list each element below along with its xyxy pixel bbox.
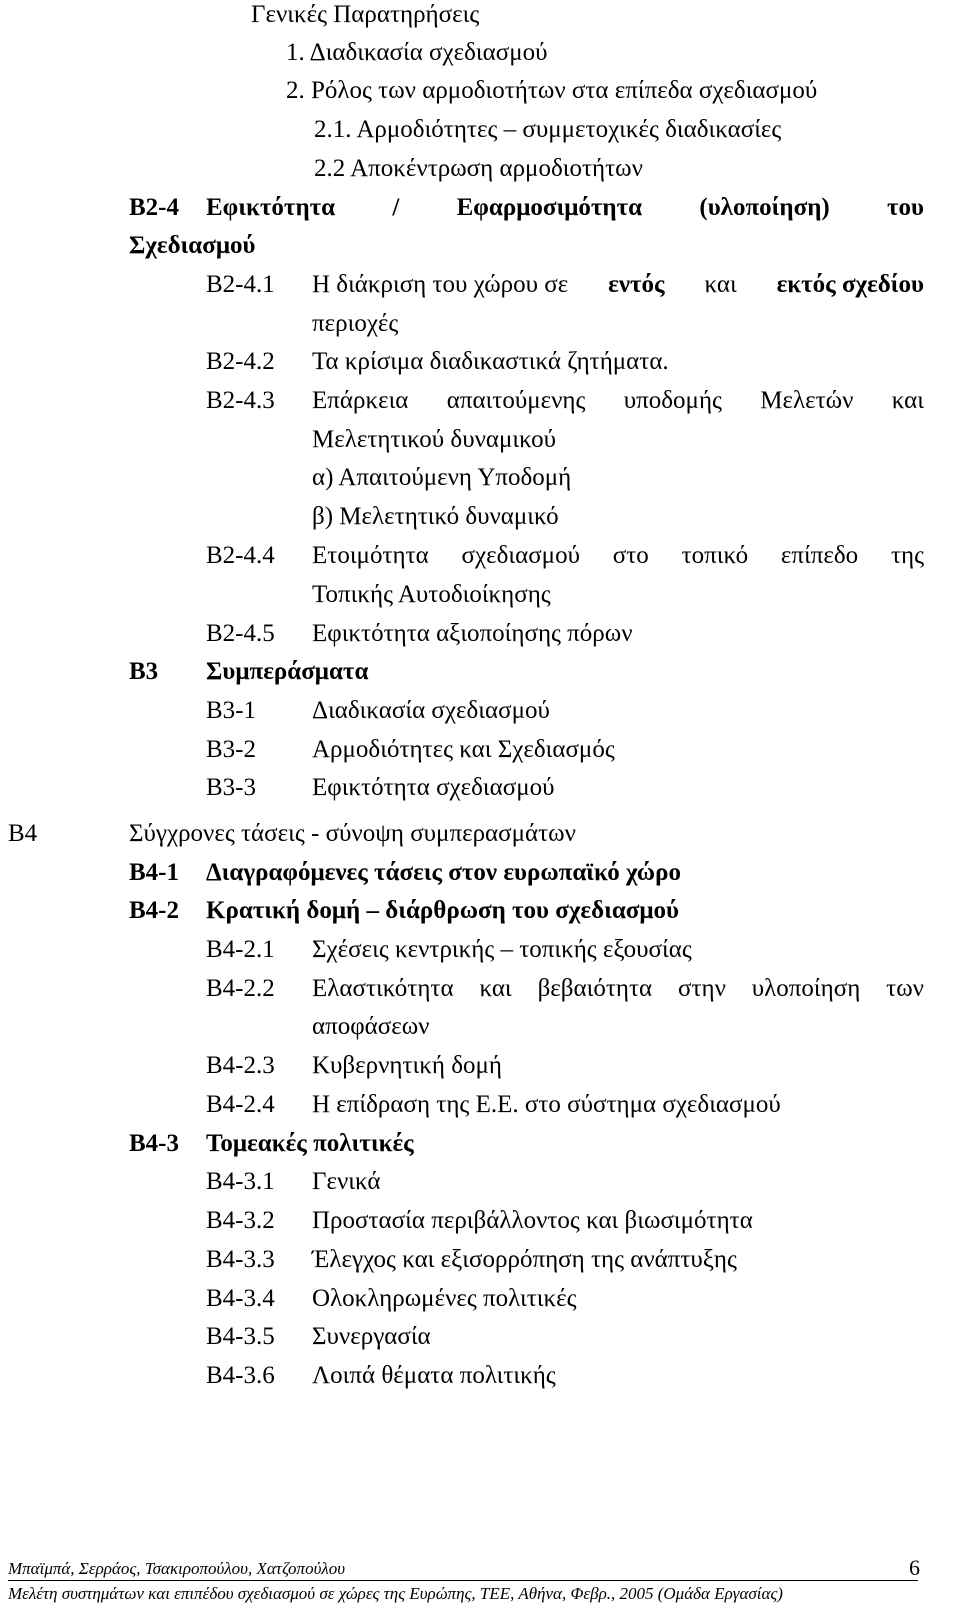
toc-item-2: 2. Ρόλος των αρμοδιοτήτων στα επίπεδα σχεδιασμού [286, 77, 818, 104]
item-b4-2-3: Κυβερνητική δομή [312, 1052, 502, 1079]
item-b4-3-6: Λοιπά θέματα πολιτικής [312, 1362, 556, 1389]
section-title-b4: Σύγχρονες τάσεις - σύνοψη συμπερασμάτων [129, 820, 576, 847]
section-code-b2-4: B2-4 [129, 194, 179, 221]
item-b2-4-4: Ετοιμότητα σχεδιασμού στο τοπικό επίπεδο της [312, 542, 924, 569]
subsection-title-b4-1: Διαγραφόμενες τάσεις στον ευρωπαϊκό χώρο [206, 859, 681, 886]
item-b2-4-5: Εφικτότητα αξιοποίησης πόρων [312, 620, 633, 647]
item-code-b4-3-1: B4-3.1 [206, 1168, 275, 1195]
footer-study-reference: Μελέτη συστημάτων και επιπέδου σχεδιασμού σε χώρες της Ευρώπης, ΤΕΕ, Αθήνα, Φεβρ., 2005 (Ομάδα Εργασίας) [8, 1584, 783, 1603]
subsection-code-b4-1: B4-1 [129, 859, 179, 886]
item-b2-4-3-b: β) Μελετητικό δυναμικό [312, 503, 559, 530]
item-b2-4-3-cont: Μελετητικού δυναμικού [312, 426, 557, 453]
footer-authors: Μπαϊμπά, Σερράος, Τσακιροπούλου, Χατζοπούλου [8, 1559, 346, 1578]
item-b2-4-3: Επάρκεια απαιτούμενης υποδομής Μελετών και [312, 387, 924, 414]
item-code-b2-4-3: B2-4.3 [206, 387, 275, 414]
item-b2-4-4-cont: Τοπικής Αυτοδιοίκησης [312, 581, 551, 608]
item-code-b4-2-2: B4-2.2 [206, 975, 275, 1002]
item-code-b4-3-6: B4-3.6 [206, 1362, 275, 1389]
item-code-b2-4-4: B2-4.4 [206, 542, 275, 569]
item-code-b4-2-4: B4-2.4 [206, 1091, 275, 1118]
item-code-b4-2-1: B4-2.1 [206, 936, 275, 963]
item-b4-2-2: Ελαστικότητα και βεβαιότητα στην υλοποίηση των [312, 975, 924, 1002]
toc-item-1: 1. Διαδικασία σχεδιασμού [286, 39, 548, 66]
item-code-b4-3-3: B4-3.3 [206, 1246, 275, 1273]
item-b2-4-1-cont: περιοχές [312, 310, 399, 337]
item-b2-4-1 [312, 270, 924, 300]
item-b2-4-1-text-d: εκτός σχεδίου [776, 271, 924, 298]
item-code-b3-3: B3-3 [206, 774, 256, 801]
item-b2-4-1-text-c: και [704, 271, 737, 298]
page-number: 6 [909, 1555, 920, 1580]
item-b2-4-1-text-a: Η διάκριση του χώρου σε [312, 271, 569, 298]
item-b4-2-2-cont: αποφάσεων [312, 1013, 430, 1040]
toc-item-2-2: 2.2 Αποκέντρωση αρμοδιοτήτων [314, 155, 643, 182]
item-code-b2-4-2: B2-4.2 [206, 348, 275, 375]
footer-divider [8, 1580, 918, 1581]
subsection-title-b4-3: Τομεακές πολιτικές [206, 1130, 414, 1157]
item-code-b4-3-2: B4-3.2 [206, 1207, 275, 1234]
item-code-b4-3-4: B4-3.4 [206, 1285, 275, 1312]
item-code-b2-4-5: B2-4.5 [206, 620, 275, 647]
item-b2-4-1-text-b: εντός [608, 271, 665, 298]
item-code-b3-1: B3-1 [206, 697, 256, 724]
section-title-b3: Συμπεράσματα [206, 658, 369, 685]
item-b3-3: Εφικτότητα σχεδιασμού [312, 774, 555, 801]
item-code-b2-4-1: B2-4.1 [206, 271, 275, 298]
item-b3-2: Αρμοδιότητες και Σχεδιασμός [312, 736, 615, 763]
section-code-b3: B3 [129, 658, 159, 685]
item-b2-4-2: Τα κρίσιμα διαδικαστικά ζητήματα. [312, 348, 669, 375]
subsection-code-b4-2: B4-2 [129, 897, 179, 924]
item-b3-1: Διαδικασία σχεδιασμού [312, 697, 550, 724]
item-b4-3-2: Προστασία περιβάλλοντος και βιωσιμότητα [312, 1207, 753, 1234]
toc-item-2-1: 2.1. Αρμοδιότητες – συμμετοχικές διαδικασίες [314, 116, 782, 143]
item-b4-3-4: Ολοκληρωμένες πολιτικές [312, 1285, 577, 1312]
subsection-title-b4-2: Κρατική δομή – διάρθρωση του σχεδιασμού [206, 897, 680, 924]
item-b4-2-4: Η επίδραση της Ε.Ε. στο σύστημα σχεδιασμού [312, 1091, 781, 1118]
heading-general-observations: Γενικές Παρατηρήσεις [251, 1, 480, 28]
subsection-code-b4-3: B4-3 [129, 1130, 179, 1157]
section-title-b2-4-cont: Σχεδιασμού [129, 232, 256, 259]
item-code-b4-2-3: B4-2.3 [206, 1052, 275, 1079]
item-b4-3-1: Γενικά [312, 1168, 381, 1195]
item-b4-2-1: Σχέσεις κεντρικής – τοπικής εξουσίας [312, 936, 692, 963]
section-code-b4: B4 [8, 820, 38, 847]
item-code-b4-3-5: B4-3.5 [206, 1323, 275, 1350]
item-b4-3-3: Έλεγχος και εξισορρόπηση της ανάπτυξης [312, 1246, 737, 1273]
section-title-b2-4: Εφικτότητα / Εφαρμοσιμότητα (υλοποίηση) του [206, 194, 924, 221]
item-b2-4-3-a: α) Απαιτούμενη Υποδομή [312, 464, 572, 491]
item-code-b3-2: B3-2 [206, 736, 256, 763]
item-b4-3-5: Συνεργασία [312, 1323, 431, 1350]
